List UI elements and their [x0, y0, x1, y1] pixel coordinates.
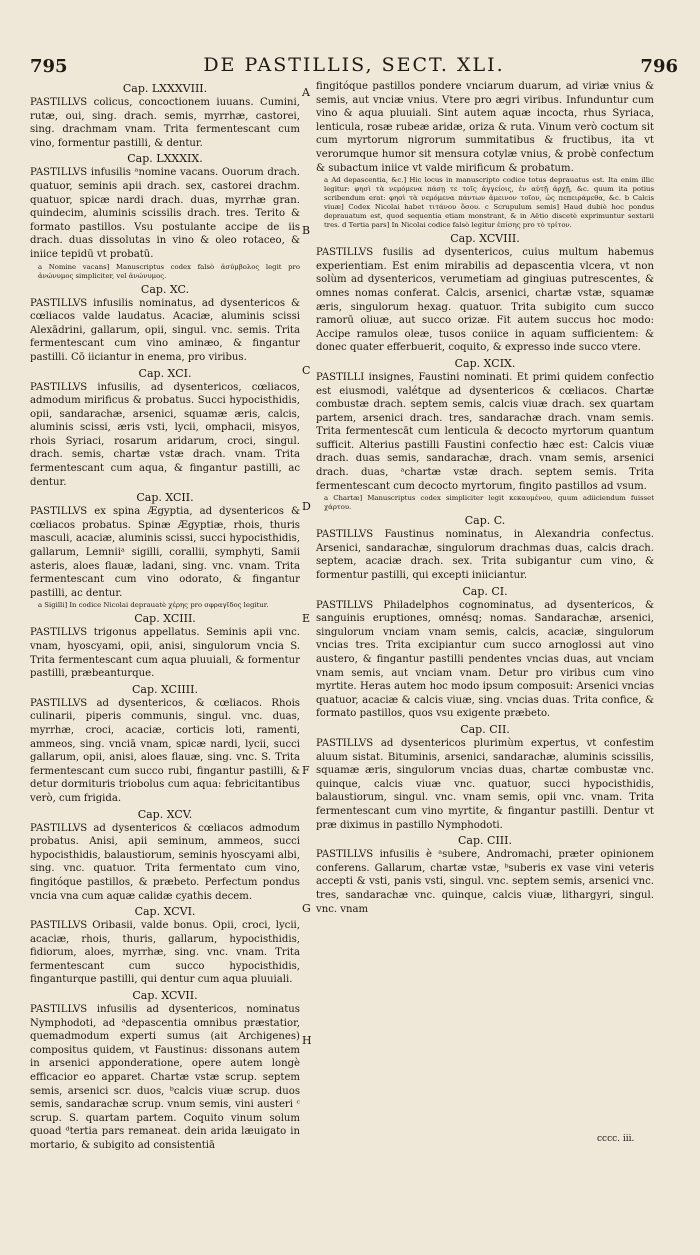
margin-letter-e: E: [302, 612, 311, 625]
paragraph: fingitóque pastillos pondere vnciarum duarum, ad viriæ vnius & semis, aut vnciæ vnius. Vtere pro ægri viribus. Infunduntur cum vino & aqua pluuiali. Sint autem aquæ incocta, rhus Syriaca, lenticula, rosæ rubeæ aridæ, oriza & ruta. Vinum verò coctum sit cum myrtorum nigrorum summitatibus & fructibus, ita vt verorumque humor sit mensura cotylæ vnius, & probè confectum & subactum iniice vt valde mirificum & probatum.: [316, 81, 654, 174]
chapter-heading: Cap. XCI.: [138, 366, 192, 380]
paragraph: PASTILLVS trigonus appellatus. Seminis apii vnc. vnam, hyoscyami, opii, anisi, singulorum vncia S. Trita fermentescant cum aqua pluuiali, & formentur pastilli, præbeanturque.: [30, 627, 300, 680]
chapter-heading: Cap. XCVII.: [132, 989, 198, 1003]
chapter-heading: Cap. XCIII.: [134, 612, 196, 626]
paragraph: PASTILLVS ex spina Ægyptia, ad dysentericos & cœliacos probatus. Spinæ Ægyptiæ, rhois, thuris masculi, acaciæ, aluminis scissi, succi hypocisthidis, gallarum, Lemniiᵃ sigilli, corallii, symphyti, Samii asteris, aloes flauæ, ladani, sing. vnc. vnam. Trita fermentescant cum vino odorato, & fingantur pastilli, ac dentur.: [30, 506, 300, 599]
running-title: DE PASTILLIS, SECT. XLI.: [203, 54, 505, 76]
chapter-heading: Cap. C.: [464, 514, 506, 528]
chapter-heading: Cap. XCV.: [137, 807, 193, 821]
paragraph: PASTILLVS infusilis ad dysentericos, nominatus Nymphodoti, ad ᵃdepascentia omnibus præstatior, quemadmodum experti sumus (ait Archigenes) compositus quidem, vt Faustinus: dissonans autem in arsenici apponderatione, opere autem longè efficacior eo apparet. Chartæ vstæ scrup. septem semis, arsenici scr. duos, ᵇcalcis viuæ scrup. duos semis, sandarachæ scrup. vnum semis, vini austeri ᶜ scrup. S. quartam partem. Coquito vinum solum quoad ᵈtertia pars remaneat. dein arida læuigato in mortario, & subigito ad consistentiā: [30, 1004, 300, 1151]
chapter-heading: Cap. XCIIII.: [132, 682, 198, 696]
chapter-heading: Cap. XCII.: [136, 491, 194, 505]
footnote: a Nomine vacans] Manuscriptus codex falsò ἀσύμβολος legit pro ἀνώνυμος simpliciter, vel ἀνώνυμος.: [38, 262, 300, 280]
chapter-heading: Cap. LXXXVIII.: [122, 82, 208, 95]
paragraph: PASTILLVS infusilis nominatus, ad dysentericos & cœliacos valde laudatus. Acaciæ, aluminis scissi Alexādrini, gallarum, opii, singul. vnc. semis. Trita fermentescant cum vino aminæo, & fingantur pastilli. Cō iiciantur in enema, pro viribus.: [30, 297, 300, 363]
chapter-heading: Cap. LXXXIX.: [127, 152, 203, 166]
folio-right: 796: [640, 56, 678, 77]
paragraph: PASTILLVS ad dysentericos, & cœliacos. Rhois culinarii, piperis communis, singul. vnc. duas, myrrhæ, croci, acaciæ, corticis loti, ramenti, ammeos, sing. vnciā vnam, spicæ nardi, lycii, succi gallarum, opii, anisi, aloes flauæ, sing. vnc. S. Trita fermentescant cum succo rubi, fingantur pastilli, & detur dormituris triobolus cum aqua: febricitantibus verò, cum frigida.: [30, 697, 300, 804]
margin-letter-h: H: [302, 1034, 312, 1047]
paragraph: PASTILLVS fusilis ad dysentericos, cuius multum habemus experientiam. Est enim mirabilis ad depascentia vlcera, vt non solùm ad dysentericos, verumetiam ad gingiuas putrescentes, & omnes nomas conferat. Calcis, arsenici, chartæ vstæ, squamæ æris, singulorum hexag. quatuor. Trita subigito cum succo ramorū oliuæ, aut succo orizæ. Fit autem succus hoc modo: Accipe ramulos oleæ, tusos coniice in aquam sufficientem: & donec quater efferbuerit, coquito, & expresso inde succo vtere.: [316, 247, 654, 354]
signature-mark: cccc. iii.: [597, 1134, 635, 1144]
footnote: a Chartæ] Manuscriptus codex simpliciter legit κεκαυμένου, quum adiiciendum fuisset χάρτου.: [324, 494, 654, 512]
chapter-heading: Cap. XCIX.: [454, 356, 516, 370]
chapter-heading: Cap. CII.: [460, 722, 510, 736]
running-header: [30, 52, 678, 82]
paragraph: PASTILLVS Oribasii, valde bonus. Opii, croci, lycii, acaciæ, rhois, thuris, gallarum, hypocisthidis, fidiorum, aloes, myrrhæ, sing. vnc. vnam. Trita fermentescant cum succo hypocisthidis, finganturque pastilli, qui dentur cum aqua pluuiali.: [30, 920, 300, 986]
chapter-heading: Cap. CI.: [462, 584, 508, 598]
chapter-heading: Cap. XCVIII.: [450, 232, 520, 246]
chapter-heading: Cap. XCVI.: [134, 905, 196, 919]
paragraph: PASTILLVS Philadelphos cognominatus, ad dysentericos, & sanguinis eruptiones, omnésq; nomas. Sandarachæ, arsenici, singulorum vnciam vnam semis, calcis, acaciæ, singulorum vncias tres. Trita excipiantur cum succo arnoglossi aut vino austero, & fingantur pastilli pendentes vncias duas, aut vnciam vnam semis, aut vnciam vnam. Detur pro viribus cum vino myrtite. Heras autem hoc modo ipsum composuit: Arsenici vncias quatuor, acaciæ & calcis viuæ, sing. vncias duas. Trita confice, & formato pastillos, quos vsu exigente præbeto.: [316, 599, 654, 720]
margin-letter-b: B: [302, 224, 311, 237]
margin-letter-a: A: [302, 86, 310, 99]
paragraph: PASTILLI insignes, Faustini nominati. Et primi quidem confectio est eiusmodi, valétque ad dysentericos & cœliacos. Chartæ combustæ drach. septem semis, calcis viuæ drach. sex quartam partem, arsenici drach. tres, sandarachæ drach. vnam semis. Trita fermentescāt cum lenticula & decocto myrtorum quantum sufficit. Alterius pastilli Faustini confectio hæc est: Calcis viuæ drach. duas semis, sandarachæ, drach. vnam semis, arsenici drach. duas, ᵃchartæ vstæ drach. septem semis. Trita fermentescant cum decocto myrtorum, fingito pastillos ad vsum.: [316, 371, 654, 492]
paragraph: PASTILLVS infusilis, ad dysentericos, cœliacos, admodum mirificus & probatus. Succi hypocisthidis, opii, sandarachæ, arsenici, squamæ æris, calcis, aluminis scissi, æris vsti, lycii, omphacii, misyos, rhois Syriaci, rosarum aridarum, croci, singul. drach. semis, chartæ vstæ drach. vnam. Trita fermentescant cum aqua, & fingantur pastilli, ac dentur.: [30, 381, 300, 488]
paragraph: PASTILLVS colicus, concoctionem iuuans. Cumini, rutæ, oui, sing. drach. semis, myrrhæ, castorei, sing. drachmam vnam. Trita fermentescant cum vino, formentur pastilli, & dentur.: [30, 97, 300, 149]
paragraph: PASTILLVS ad dysentericos plurimùm expertus, vt confestim aluum sistat. Bituminis, arsenici, sandarachæ, aluminis scissilis, squamæ æris, singulorum vncias duas, chartæ combustæ vnc. quinque, calcis viuæ vnc. quatuor, succi hypocisthidis, balaustiorum, singul. vnc. vnam semis, opii vnc. vnam. Trita fermentescant cum vino myrtite, & fingantur pastilli. Dentur vt præ diximus in pastillo Nymphodoti.: [316, 737, 654, 831]
footnote: a Ad depascentia, &c.] Hic locus in manuscripto codice totus deprauatus est. Ita enim illic legitur: φησὶ τὰ νεμόμενα πάσῃ τε τοῖς ἀγγείοις, ἐν αὐτῇ ἀρχῇ, &c. quum ita potius scribendum erat: φησὶ τὰ νεμόμενα πάντων ἀμεινον τοῖον, ὡς πεπειράμεθα, &c. b Calcis viuæ] Codex Nicolai habet τιτάνου ὅσου. c Scrupulum semis] Haud dubiè hoc pondus deprauatum est, quod sequentia etiam monstrant, & in Aëtio discetè exprimuntur sextarii tres. d Tertia pars] In Nicolai codice falsò legitur ἐπίσης pro τὸ τρίτον.: [324, 176, 654, 230]
chapter-heading: Cap. XC.: [140, 282, 190, 296]
chapter-heading: Cap. CIII.: [458, 834, 512, 848]
margin-letter-d: D: [302, 500, 311, 513]
paragraph: PASTILLVS infusilis è ᵃsubere, Andromachi, præter opinionem conferens. Gallarum, chartæ vstæ, ᵇsuberis ex vase vini veteris accepti & vsti, panis vsti, singul. vnc. septem semis, arsenici vnc. tres, sandarachæ vnc. quinque, calcis viuæ, lithargyri, singul. vnc. vnam: [316, 849, 654, 915]
margin-letter-c: C: [302, 364, 311, 377]
folio-left: 795: [30, 56, 68, 77]
right-column: [316, 80, 654, 1130]
margin-letter-g: G: [302, 902, 311, 915]
paragraph: PASTILLVS Faustinus nominatus, in Alexandria confectus. Arsenici, sandarachæ, singulorum drachmas duas, calcis drach. septem, acaciæ drach. sex. Trita subigantur cum vino, & formentur pastilli, qui excepti iniiciantur.: [316, 529, 654, 582]
left-column: [30, 80, 300, 1151]
footnote: a Sigilli] In codice Nicolai deprauatè χέρης pro σφραγῖδος legitur.: [38, 601, 269, 610]
paragraph: PASTILLVS ad dysentericos & cœliacos admodum probatus. Anisi, apii seminum, ammeos, succi hypocisthidis, balaustiorum, seminis hyoscyami albi, sing. vnc. quatuor. Trita fermentato cum vino, fingitóque pastillos, & præbeto. Perfectum pondus vncia vna cum aquæ calidæ cyathis decem.: [30, 822, 300, 902]
paragraph: PASTILLVS infusilis ᵃnomine vacans. Ouorum drach. quatuor, seminis apii drach. sex, castorei drachm. quatuor, spicæ nardi drach. duas, myrrhæ gran. quindecim, aluminis scissilis drach. tres. Terito & formato pastillos. Vsu postulante accipe de iis drach. duas dissolutas in vino & oleo rotaceo, & iniice tepidū vt probatū.: [30, 167, 300, 260]
margin-letter-f: F: [302, 764, 310, 777]
